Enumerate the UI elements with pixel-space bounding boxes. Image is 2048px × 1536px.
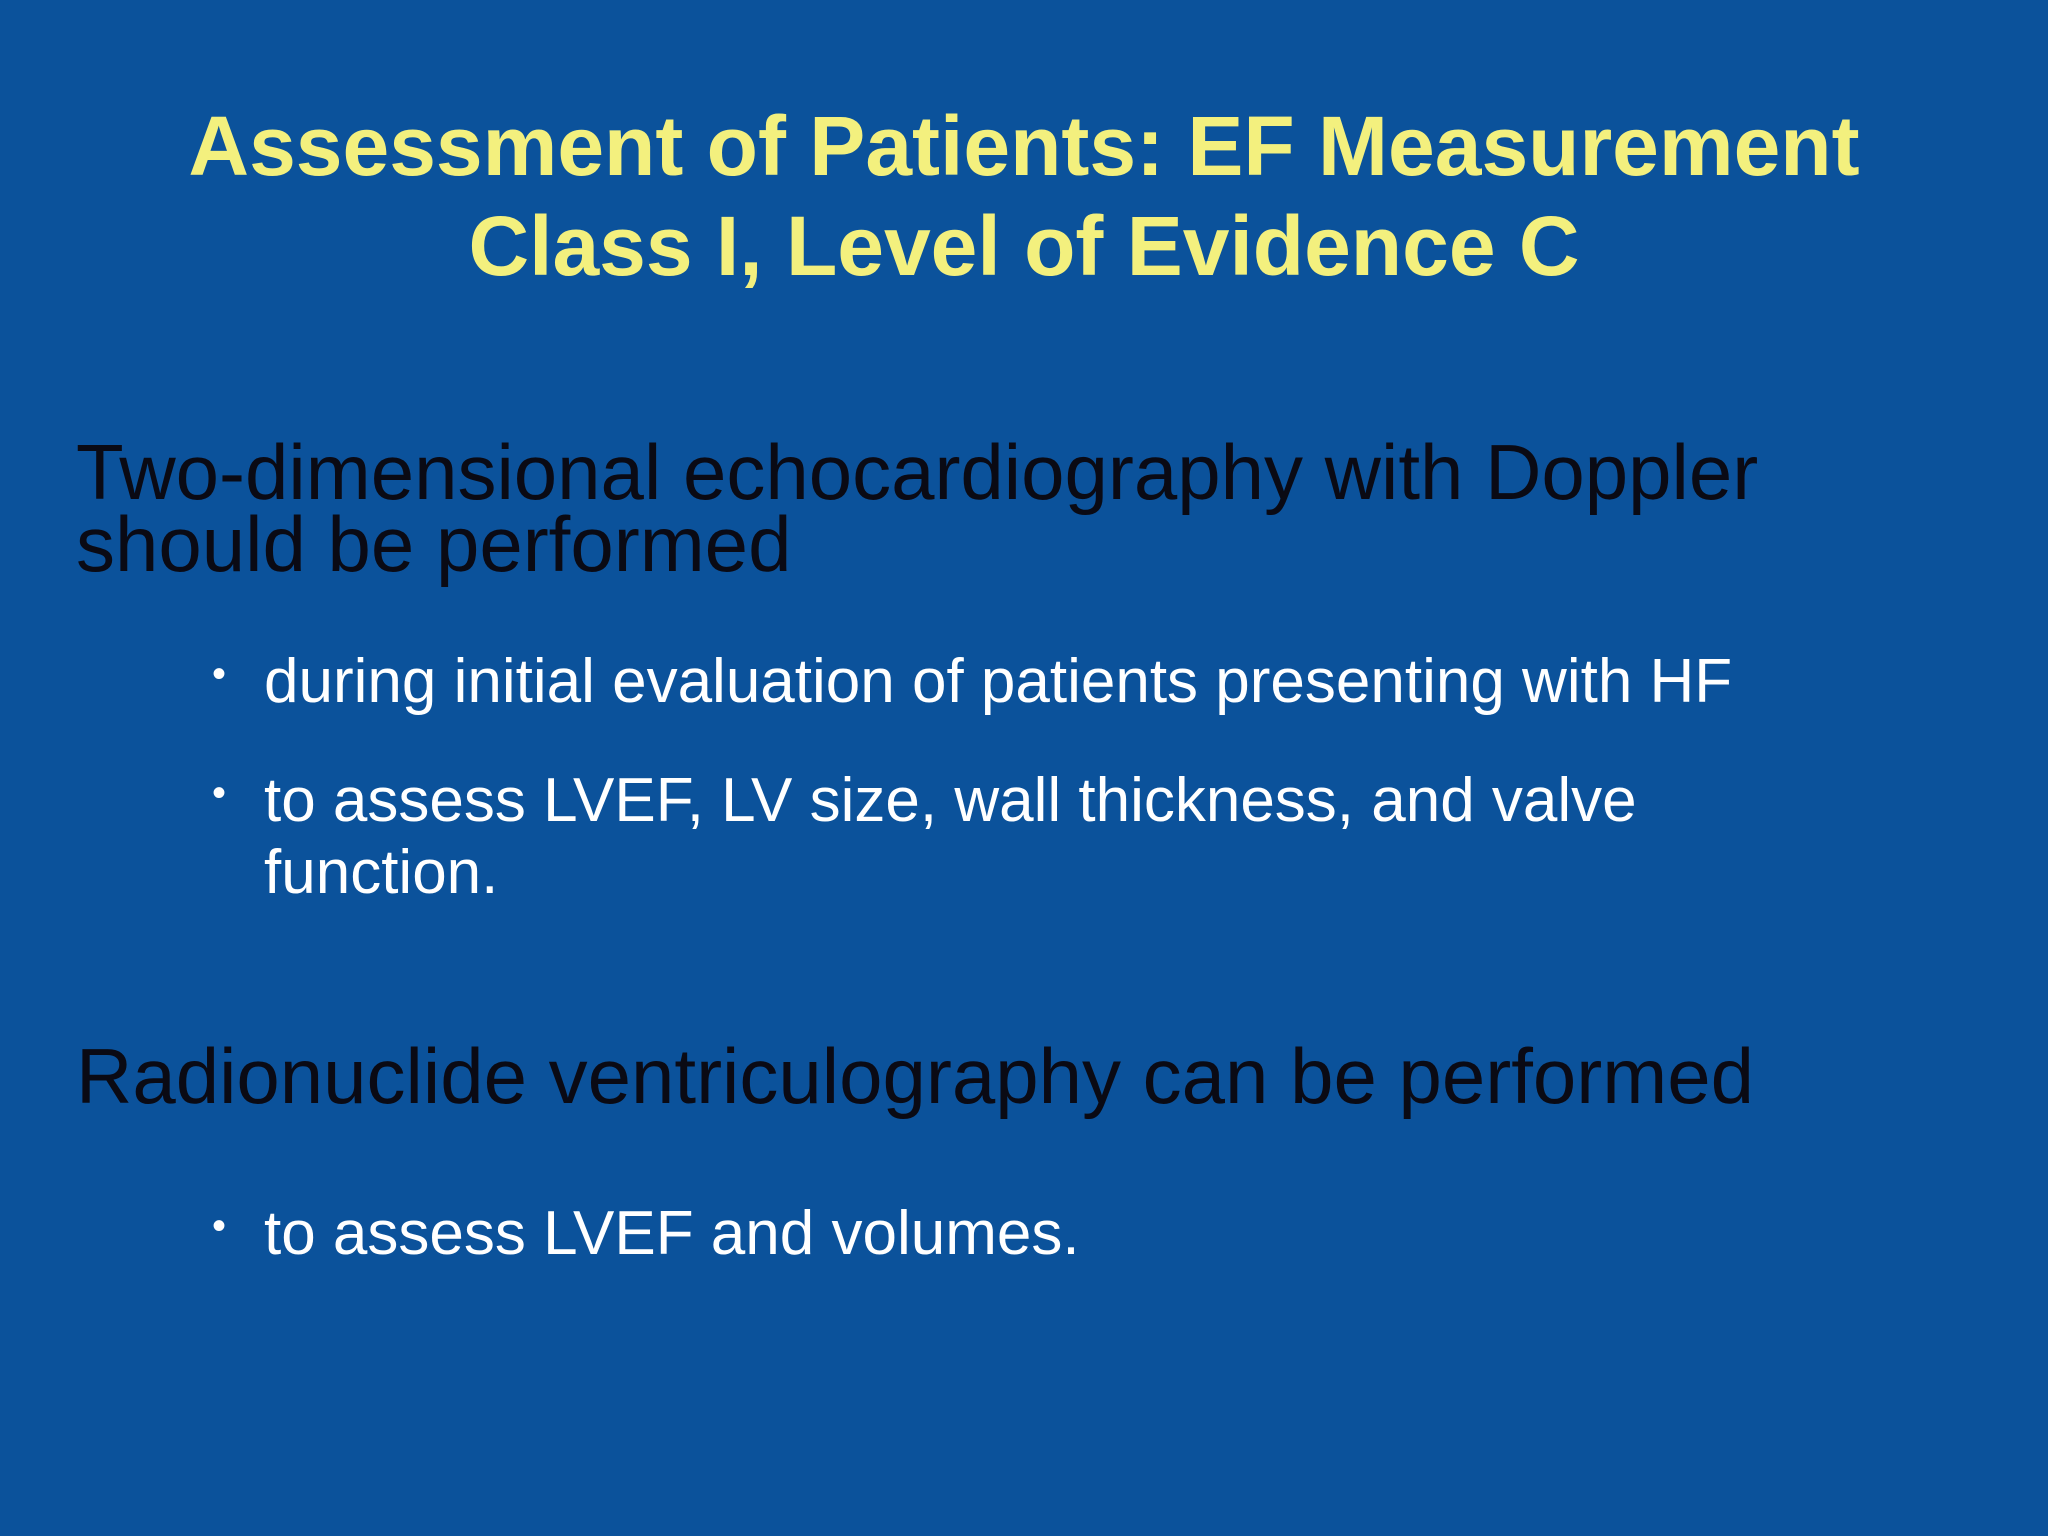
section-heading-line-1: Radionuclide ventriculography can be performed <box>76 1032 1754 1120</box>
bullet-text-line-1: to assess LVEF, LV size, wall thickness, and valve <box>264 766 1637 835</box>
bullet-text-line-1: during initial evaluation of patients presenting with HF <box>264 647 1733 716</box>
slide-title-line-1: Assessment of Patients: EF Measurement <box>188 99 1860 193</box>
section-heading-line-2: should be performed <box>76 500 792 588</box>
slide-title <box>0 96 2048 296</box>
slide-title-line-2: Class I, Level of Evidence C <box>468 199 1580 293</box>
bullet-dot-icon: • <box>212 652 227 696</box>
bullet-text <box>264 1198 1080 1270</box>
bullet-text <box>264 765 1637 909</box>
bullet-text-line-1: to assess LVEF and volumes. <box>264 1199 1080 1268</box>
section-heading-line-1: Two-dimensional echocardiography with Doppler <box>76 428 1759 516</box>
bullet-text-line-2: function. <box>264 838 499 907</box>
bullet-dot-icon: • <box>212 1204 227 1248</box>
bullet-text <box>264 646 1732 718</box>
section-heading-echocardiography <box>76 428 1759 588</box>
bullet-dot-icon: • <box>212 771 227 815</box>
section-heading-radionuclide <box>76 1032 1754 1120</box>
